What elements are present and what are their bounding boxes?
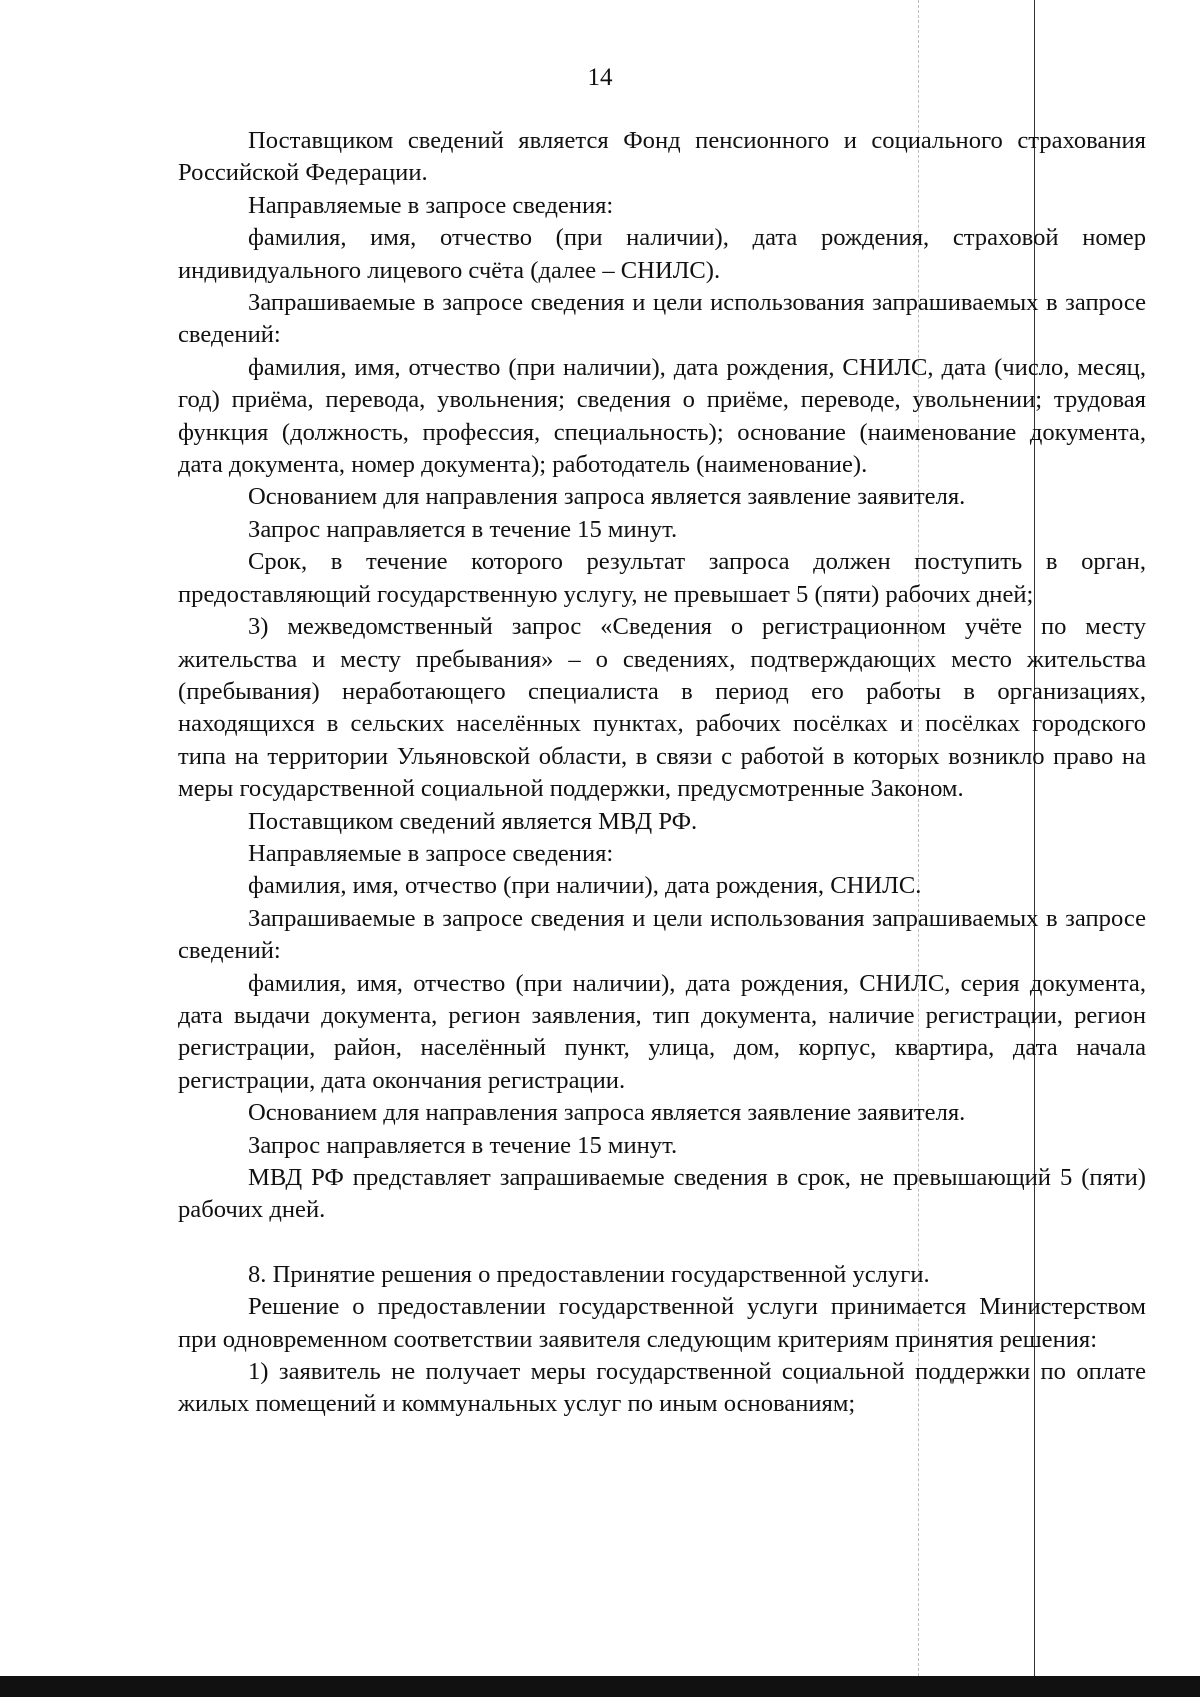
paragraph: Основанием для направления запроса является заявление заявителя. [248, 1099, 966, 1127]
paragraph: Направляемые в запросе сведения: [248, 191, 614, 219]
paragraph: Направляемые в запросе сведения: [248, 839, 614, 867]
document-body [178, 125, 1146, 1421]
paragraph: Запрашиваемые в запросе сведения и цели использования запрашиваемых в запросе сведений: [178, 904, 1146, 965]
paragraph: фамилия, имя, отчество (при наличии), дата рождения, страховой номер индивидуального лицевого счёта (далее – СНИЛС). [178, 224, 1146, 284]
paragraph: Поставщиком сведений является МВД РФ. [248, 807, 698, 835]
paragraph: фамилия, имя, отчество (при наличии), дата рождения, СНИЛС, дата (число, месяц, год) приёма, перевода, увольнения; сведения о приёме, переводе, увольнении; трудовая функция (должность, профессия, специальность); основание (наименование документа, дата документа, номер документа); работодатель (наименование). [178, 353, 1146, 479]
paragraph: Запрос направляется в течение 15 минут. [248, 515, 678, 543]
paragraph: МВД РФ представляет запрашиваемые сведения в срок, не превышающий 5 (пяти) рабочих дней. [178, 1164, 1146, 1224]
paragraph: Срок, в течение которого результат запроса должен поступить в орган, предоставляющий государственную услугу, не превышает 5 (пяти) рабочих дней; [178, 548, 1146, 608]
section-heading: 8. Принятие решения о предоставлении государственной услуги. [248, 1260, 930, 1288]
paragraph: 1) заявитель не получает меры государственной социальной поддержки по оплате жилых помещений и коммунальных услуг по иным основаниям; [178, 1358, 1146, 1418]
paragraph: Основанием для направления запроса является заявление заявителя. [248, 483, 966, 511]
paragraph: Поставщиком сведений является Фонд пенсионного и социального страхования Российской Федерации. [178, 127, 1146, 187]
scan-bottom-border [0, 1676, 1200, 1697]
paragraph: фамилия, имя, отчество (при наличии), дата рождения, СНИЛС, серия документа, дата выдачи документа, регион заявления, тип документа, наличие регистрации, регион регистрации, район, населённый пункт, улица, дом, корпус, квартира, дата начала регистрации, дата окончания регистрации. [178, 969, 1146, 1094]
page-number: 14 [587, 64, 613, 91]
paragraph: Запрос направляется в течение 15 минут. [248, 1131, 678, 1159]
paragraph: Запрашиваемые в запросе сведения и цели использования запрашиваемых в запросе сведений: [178, 289, 1146, 349]
paragraph: Решение о предоставлении государственной услуги принимается Министерством при одновременном соответствии заявителя следующим критериям принятия решения: [178, 1293, 1146, 1353]
paragraph: 3) межведомственный запрос «Сведения о регистрационном учёте по месту жительства и месту пребывания» – о сведениях, подтверждающих место жительства (пребывания) неработающего специалиста в период его работы в организациях, находящихся в сельских населённых пунктах, рабочих посёлках и посёлках городского типа на территории Ульяновской области, в связи с работой в которых возникло право на меры государственной социальной поддержки, предусмотренные Законом. [178, 613, 1146, 803]
paragraph: фамилия, имя, отчество (при наличии), дата рождения, СНИЛС. [248, 872, 922, 900]
